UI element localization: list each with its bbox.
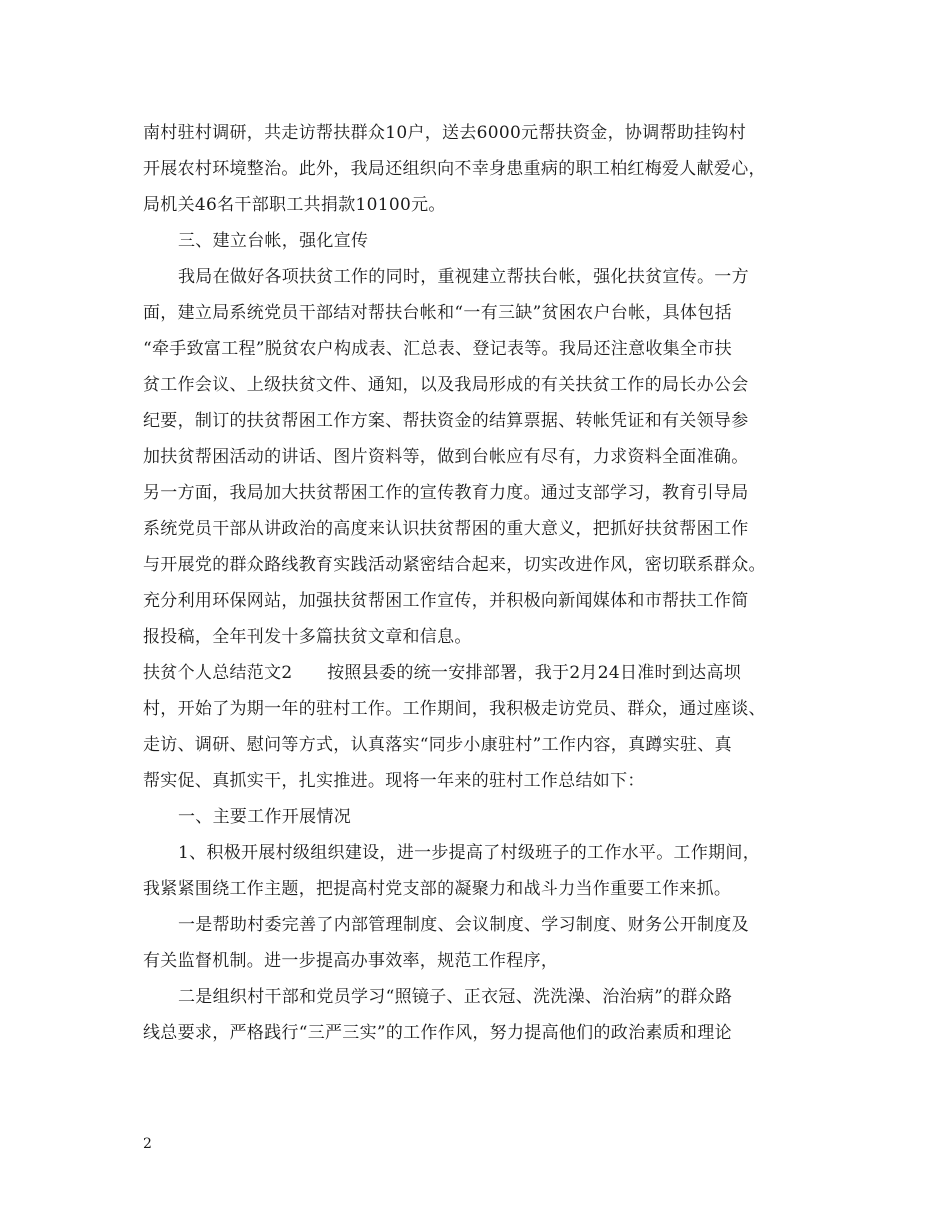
text-line: 局机关46名干部职工共捐款10100元。 <box>143 195 446 215</box>
document-body <box>143 115 811 1051</box>
page-number: 2 <box>143 1136 152 1152</box>
text-line: “牵手致富工程”脱贫农户构成表、汇总表、登记表等。我局还注意收集全市扶 <box>143 339 732 359</box>
text-line: 帮实促、真抓实干，扎实推进。现将一年来的驻村工作总结如下： <box>143 771 645 791</box>
text-line: 有关监督机制。进一步提高办事效率，规范工作程序， <box>143 951 559 971</box>
text-line: 系统党员干部从讲政治的高度来认识扶贫帮困的重大意义，把抓好扶贫帮困工作 <box>143 519 749 539</box>
text-line: 贫工作会议、上级扶贫文件、通知，以及我局形成的有关扶贫工作的局长办公会 <box>143 375 749 395</box>
text-line: 纪要，制订的扶贫帮困工作方案、帮扶资金的结算票据、转帐凭证和有关领导参 <box>143 411 749 431</box>
text-line: 线总要求，严格践行“三严三实”的工作作风，努力提高他们的政治素质和理论 <box>143 1023 732 1043</box>
text-line: 1、积极开展村级组织建设，进一步提高了村级班子的工作水平。工作期间， <box>178 843 761 863</box>
text-line: 南村驻村调研，共走访帮扶群众10户，送去6000元帮扶资金，协调帮助挂钩村 <box>143 123 746 143</box>
text-line: 面，建立局系统党员干部结对帮扶台帐和“一有三缺”贫困农户台帐，具体包括 <box>143 303 732 323</box>
section-heading: 三、建立台帐，强化宣传 <box>178 231 369 251</box>
text-line: 我局在做好各项扶贫工作的同时，重视建立帮扶台帐，强化扶贫宣传。一方 <box>178 267 749 287</box>
text-line: 一是帮助村委完善了内部管理制度、会议制度、学习制度、财务公开制度及 <box>178 915 749 935</box>
text-line: 报投稿，全年刊发十多篇扶贫文章和信息。 <box>143 627 472 647</box>
text-line: 加扶贫帮困活动的讲话、图片资料等，做到台帐应有尽有，力求资料全面准确。 <box>143 447 749 467</box>
text-line: 扶贫个人总结范文2 按照县委的统一安排部署，我于2月24日准时到达高坝 <box>143 663 742 683</box>
text-line: 二是组织村干部和党员学习“照镜子、正衣冠、洗洗澡、治治病”的群众路 <box>178 987 733 1007</box>
text-line: 开展农村环境整治。此外，我局还组织向不幸身患重病的职工柏红梅爱人献爱心， <box>143 159 766 179</box>
text-line: 充分利用环保网站，加强扶贫帮困工作宣传，并积极向新闻媒体和市帮扶工作简 <box>143 591 749 611</box>
text-line: 村，开始了为期一年的驻村工作。工作期间，我积极走访党员、群众，通过座谈、 <box>143 699 766 719</box>
text-line: 走访、调研、慰问等方式，认真落实“同步小康驻村”工作内容，真蹲实驻、真 <box>143 735 732 755</box>
text-line: 我紧紧围绕工作主题，把提高村党支部的凝聚力和战斗力当作重要工作来抓。 <box>143 879 732 899</box>
text-line: 另一方面，我局加大扶贫帮困工作的宣传教育力度。通过支部学习，教育引导局 <box>143 483 749 503</box>
text-line: 与开展党的群众路线教育实践活动紧密结合起来，切实改进作风，密切联系群众。 <box>143 555 766 575</box>
section-heading: 一、主要工作开展情况 <box>178 807 351 827</box>
